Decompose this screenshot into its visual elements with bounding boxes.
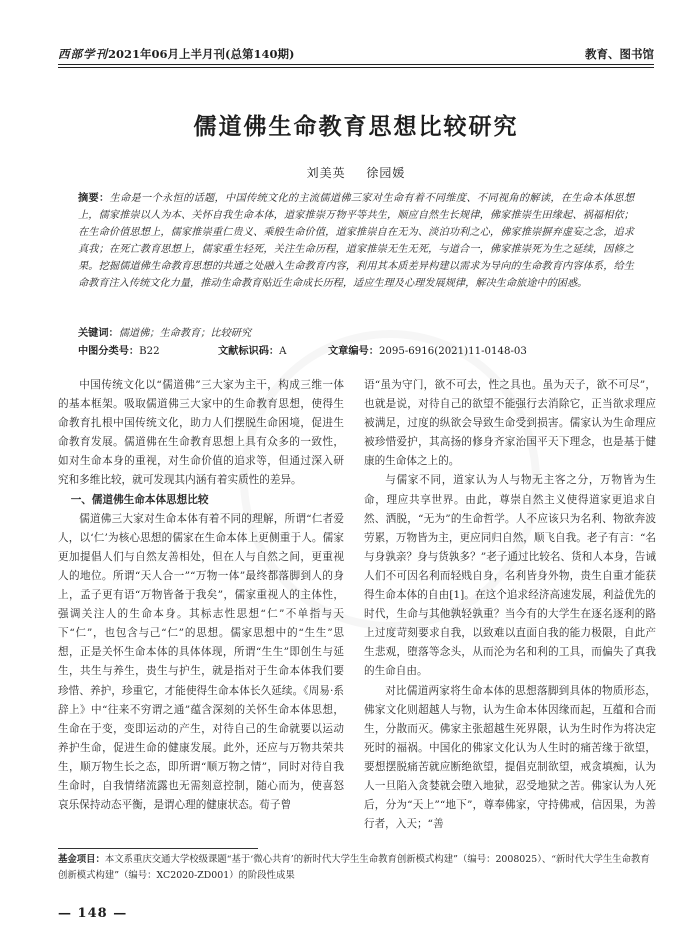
- clc-label: 中图分类号：: [78, 345, 140, 357]
- article-label: 文章编号：: [328, 345, 379, 357]
- body-column-left: [58, 376, 344, 815]
- abstract: [78, 190, 634, 292]
- document-code: [218, 342, 286, 357]
- running-header: [58, 44, 654, 66]
- body-paragraph: 中国传统文化以“儒道佛”三大家为主干，构成三维一体的基本框架。吸取儒道佛三大家中的生命教育思想，使得生命教育扎根中国传统文化，助力人们摆脱生命困境，促进生命教育发展。儒道佛在生命教育思想上具有众多的一致性，如对生命本身的重视，对生命价值的追求等，但通过深入研究和多维比较，就可发现其内涵有着实质性的差异。: [58, 379, 344, 487]
- author-name: 徐园媛: [366, 166, 406, 180]
- journal-logo: 西部学刊: [58, 47, 108, 61]
- journal-issue: 2021年06月上半月刊(总第140期): [108, 47, 295, 61]
- header-rule: [58, 64, 654, 65]
- article-value: 2095-6916(2021)11-0148-03: [378, 346, 527, 357]
- keywords: [78, 324, 634, 339]
- body-column-right: [364, 376, 656, 834]
- footnote-rule: [58, 848, 258, 849]
- footnote-text: 本文系重庆交通大学校级课题“基于‘微心共育’的新时代大学生生命教育创新模式构建”（编号：2008025）、“新时代大学生生命教育创新模式构建”（编号：XC2020-ZD001）的阶段性成果: [58, 854, 650, 881]
- abstract-text: 生命是一个永恒的话题，中国传统文化的主流儒道佛三家对生命有着不同维度、不同视角的解读，在生命本体思想上，儒家推崇以人为本、关怀自我生命本体，道家推崇万物平等共生，顺应自然生长规律，佛家推崇生田缘起、祸福相依；在生命价值思想上，儒家推崇重仁贵义、乘般生命价值，道家推崇自在无为、淡泊功利之心，佛家推崇摒弃虚妄之念，追求真我；在死亡教育思想上，儒家重生轻死，关注生命历程，道家推崇无生无死，与道合一，佛家推崇死为生之延续，因修之果。挖掘儒道佛生命教育思想的共通之处融入生命教育内容，利用其本质差异构建以需求为导向的生命教育内容体系，给生命教育注入传统文化力量，推动生命教育贴近生命成长历程，适应生理及心理发展规律，解决生命旅途中的困惑。: [78, 193, 635, 289]
- clc-value: B22: [139, 346, 160, 357]
- clc-number: [78, 342, 160, 357]
- body-paragraph: 语“虽为守门，欲不可去，性之具也。虽为天子，欲不可尽”，也就是说，对待自己的欲望不能强行去消除它，正当欲求理应被满足，过度的纵欲会导致生命受到损害。儒家认为生命理应被珍惜爱护，其高扬的修身齐家治国平天下理念，也是基于健康的生命体之上的。: [364, 379, 656, 468]
- abstract-label: 摘要：: [78, 192, 110, 204]
- body-paragraph: 儒道佛三大家对生命本体有着不同的理解，所谓“仁者爱人，以‘仁’为核心思想的儒家在生命本体上更侧重于人。儒家更加提倡人们与自然友善相处，但在人与自然之间，更重视人的地位。所谓“天人合一”“万物一体”最终都落脚到人的身上，孟子更有语“万物皆备于我矣”，儒家重视人的主体性，强调关注人的生命本身。其标志性思想“仁”不单指与天下“仁”，也包含与己“仁”的思想。儒家思想中的“生生”思想，正是关怀生命本体的具体体现，所谓“生生”即创生与延生，共生与养生，贵生与护生，就是指对于生命本体我们要珍惜、养护，珍重它，才能使得生命本体长久延续。《周易·系辞上》中“往来不穷谓之通”蕴含深刻的关怀生命本体思想，生命在于变，变即运动的产生，对待自己的生命就要以运动养护生命，促进生命的健康发展。此外，还应与万物共荣共生，顺万物生长之态，即所谓“顺万物之情”，同时对待自我生命时，自我情绪流露也无需刻意控制，随心而为，使喜怒哀乐保持动态平衡，是谓心理的健康状态。荀子曾: [58, 512, 344, 812]
- section-name: 教育、图书馆: [585, 47, 654, 61]
- page-number: — 148 —: [58, 906, 128, 921]
- section-heading: 一、儒道佛生命本体思想比较: [70, 493, 209, 506]
- article-number: [328, 342, 527, 357]
- doc-label: 文献标识码：: [218, 345, 280, 357]
- keywords-text: 儒道佛；生命教育；比较研究: [118, 328, 252, 339]
- journal-name: [58, 46, 294, 62]
- author-name: 刘美英: [306, 166, 346, 180]
- doc-value: A: [279, 346, 287, 357]
- article-title: 儒道佛生命教育思想比较研究: [193, 113, 519, 140]
- funding-footnote: [58, 852, 654, 884]
- body-paragraph: 与儒家不同，道家认为人与物无主客之分，万物皆为生命，理应共享世界。由此，尊崇自然主义使得道家更追求自然、洒脱，“无为”的生命哲学。人不应该只为名利、物欲奔波劳累，万物皆为主，更应同归自然，顺飞自我。老子有言：“名与身孰亲？身与货孰多？”老子通过比较名、货和人本身，告诫人们不可因名利而轻贱自身，名利皆身外物，贵生自重才能获得生命本体的自由[1]。在这个追求经济高速发展，利益优先的时代，生命与其他孰轻孰重？当今有的大学生在逐名逐利的路上过度苛刻要求自我，以致难以直面自我的能力极限，自此产生悲观，堕落等念头，从而沦为名和利的工具，而偏失了真我的生命自由。: [364, 474, 656, 678]
- authors: [58, 164, 654, 181]
- keywords-label: 关键词：: [78, 327, 119, 339]
- article-meta: [78, 342, 634, 356]
- footnote-label: 基金项目：: [58, 854, 105, 865]
- header-rule-thin: [58, 67, 654, 68]
- body-paragraph: 对比儒道两家将生命本体的思想落脚到具体的物质形态，佛家文化则超越人与物，认为生命本体因缘而起，互蕴和合而生，分散而灭。佛家主张超越生死界限，认为生时作为将决定死时的福祸。中国化的佛家文化认为人生时的痛苦缘于欲望，要想摆脱痛苦就应断绝欲望，提倡克制欲望，戒贪填痴，认为人一旦陷入贪婪就会堕入地狱，忍受地狱之苦。佛家认为人死后，分为“天上”“地下”，尊奉佛家，守持佛戒，信因果，为善行者，入天；“善: [364, 684, 656, 831]
